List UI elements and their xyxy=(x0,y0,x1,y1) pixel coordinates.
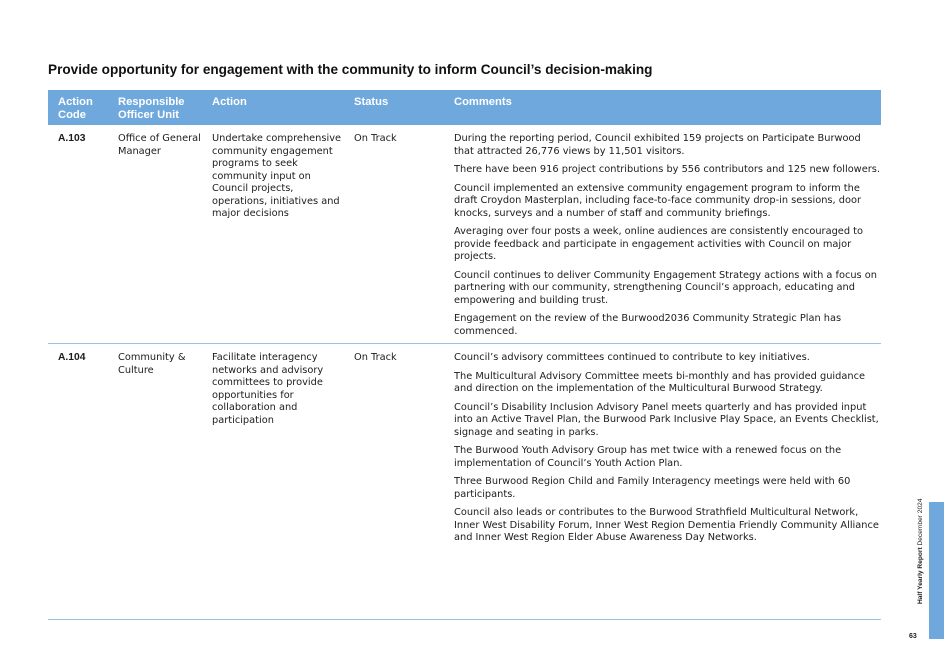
header-action-code: Action Code xyxy=(58,96,93,121)
comments-cell xyxy=(454,133,881,344)
comment-paragraph: During the reporting period, Council exhibited 159 projects on Participate Burwood that attracted 26,776 views by 11,501 visitors. xyxy=(454,133,861,157)
report-period: December 2024 xyxy=(917,498,924,546)
comment-paragraph: The Multicultural Advisory Committee meets bi-monthly and has provided guidance and direction on the implementation of the Multicultural Burwood Strategy. xyxy=(454,370,865,394)
comment-paragraph: Three Burwood Region Child and Family Interagency meetings were held with 60 participants. xyxy=(454,476,851,500)
header-action: Action xyxy=(212,96,247,108)
report-name: Half Yearly Report xyxy=(917,547,924,604)
status-text: On Track xyxy=(354,352,397,363)
side-accent-band xyxy=(929,502,944,639)
header-comments: Comments xyxy=(454,96,512,108)
comment-paragraph: Council’s Disability Inclusion Advisory Panel meets quarterly and has provided input into an Active Travel Plan, the Burwood Park Inclusive Play Space, an Events Checklist, signage and seating in parks. xyxy=(454,401,879,438)
comment-paragraph: Council’s advisory committees continued to contribute to key initiatives. xyxy=(454,352,810,363)
comment-paragraph: Engagement on the review of the Burwood2036 Community Strategic Plan has commenced. xyxy=(454,313,842,337)
comment-paragraph: Council implemented an extensive community engagement program to inform the draft Croydon Masterplan, including face-to-face community drop-in sessions, door knocks, surveys and a number of staff and community briefings. xyxy=(454,182,861,219)
table-header xyxy=(48,90,881,125)
comment-paragraph: The Burwood Youth Advisory Group has met twice with a renewed focus on the implementation of Council’s Youth Action Plan. xyxy=(454,445,842,469)
table-row xyxy=(48,344,881,620)
comment-paragraph: Council also leads or contributes to the Burwood Strathfield Multicultural Network, Inner West Disability Forum, Inner West Region Dementia Friendly Community Alliance and Inner West Region Elder Abuse Awareness Day Networks. xyxy=(454,507,879,543)
action-code: A.103 xyxy=(58,133,86,144)
header-status: Status xyxy=(354,96,389,108)
comment-paragraph: Council continues to deliver Community Engagement Strategy actions with a focus on partnering with our community, strengthening Council’s approach, educating and empowering and building trust. xyxy=(454,269,877,306)
status-text: On Track xyxy=(354,133,397,144)
header-responsible-unit: Responsible Officer Unit xyxy=(118,96,185,121)
responsible-unit: Office of General Manager xyxy=(118,133,201,157)
page-number: 63 xyxy=(909,633,917,640)
action-description: Facilitate interagency networks and advisory committees to provide opportunities for collaboration and participation xyxy=(212,352,324,426)
report-footer-label xyxy=(917,499,924,604)
comments-cell xyxy=(454,352,881,551)
action-description: Undertake comprehensive community engagement programs to seek community input on Council projects, operations, initiatives and major decisions xyxy=(212,133,342,219)
comment-paragraph: Averaging over four posts a week, online audiences are consistently encouraged to provide feedback and participate in engagement activities with Council on major projects. xyxy=(454,226,864,262)
responsible-unit: Community & Culture xyxy=(118,352,186,376)
action-code: A.104 xyxy=(58,352,86,363)
page-title: Provide opportunity for engagement with the community to inform Council’s decision-making xyxy=(48,62,653,77)
table-row xyxy=(48,125,881,344)
comment-paragraph: There have been 916 project contributions by 556 contributors and 125 new followers. xyxy=(454,164,880,175)
